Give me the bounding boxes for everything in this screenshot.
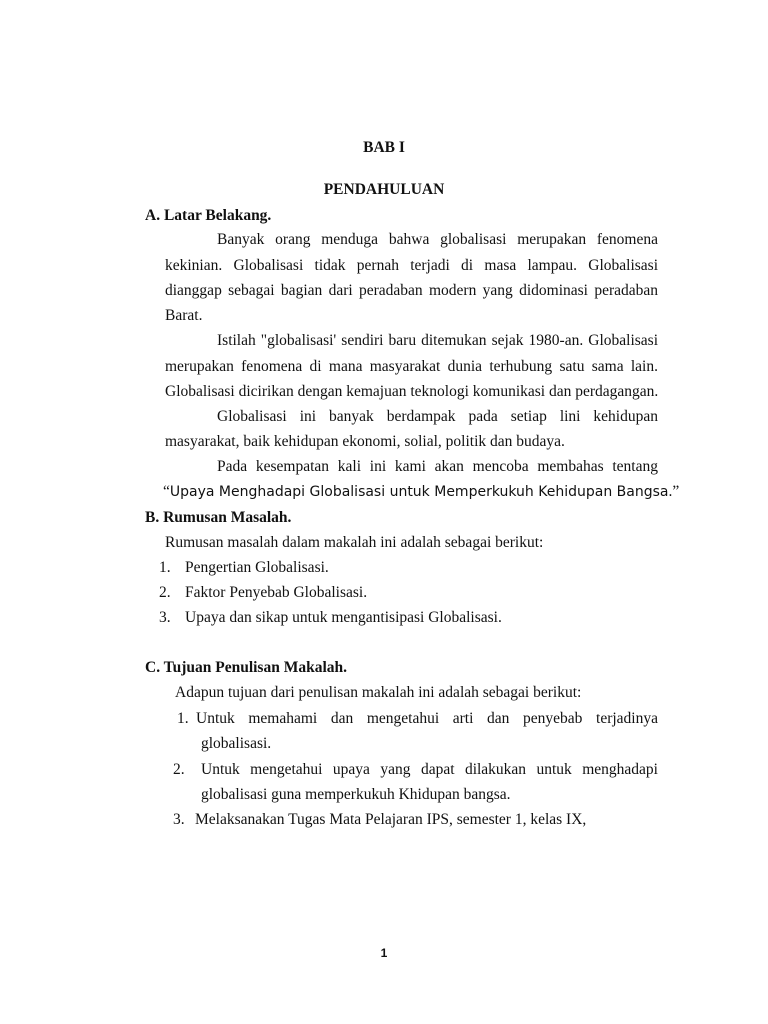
- section-c-intro: Adapun tujuan dari penulisan makalah ini adalah sebagai berikut:: [175, 684, 582, 701]
- list-item-continuation: globalisasi guna memperkukuh Khidupan bangsa.: [201, 786, 511, 803]
- page-number: 1: [380, 946, 388, 960]
- chapter-title: PENDAHULUAN: [323, 181, 445, 198]
- section-a-p1-line1: Banyak orang menduga bahwa globalisasi merupakan fenomena: [217, 231, 658, 248]
- list-item-number: 3.: [173, 811, 185, 828]
- list-item-number: 2.: [173, 761, 185, 778]
- section-a-p4-line2: [163, 482, 679, 502]
- list-item-text: Untuk mengetahui upaya yang dapat dilakukan untuk menghadapi: [201, 761, 658, 778]
- section-a-p2-line1: Istilah "globalisasi' sendiri baru ditemukan sejak 1980-an. Globalisasi: [217, 332, 658, 349]
- section-a-p1-line2: kekinian. Globalisasi tidak pernah terjadi di masa lampau. Globalisasi: [165, 257, 658, 274]
- section-c-heading: C. Tujuan Penulisan Makalah.: [145, 659, 348, 676]
- list-item-number: 2.: [159, 584, 171, 601]
- section-a-p2-line2: merupakan fenomena di mana masyarakat dunia terhubung satu sama lain.: [165, 358, 658, 375]
- list-item-text: Pengertian Globalisasi.: [185, 559, 329, 576]
- list-item-text: Untuk memahami dan mengetahui arti dan penyebab terjadinya: [196, 710, 658, 727]
- list-item-continuation: globalisasi.: [201, 735, 272, 752]
- section-b-heading: B. Rumusan Masalah.: [145, 509, 292, 526]
- list-item-text: Melaksanakan Tugas Mata Pelajaran IPS, semester 1, kelas IX,: [195, 811, 587, 828]
- list-item-text: Upaya dan sikap untuk mengantisipasi Globalisasi.: [185, 609, 502, 626]
- list-item-number: 1.: [159, 559, 171, 576]
- list-item-text: Faktor Penyebab Globalisasi.: [185, 584, 368, 601]
- chapter-label: BAB I: [363, 139, 405, 156]
- list-item-number: 1.: [177, 710, 189, 727]
- section-a-p1-line3: dianggap sebagai bagian dari peradaban modern yang didominasi peradaban: [165, 282, 658, 299]
- open-quote: “: [163, 483, 170, 500]
- section-a-heading: A. Latar Belakang.: [145, 207, 272, 224]
- section-a-p3-line1: Globalisasi ini banyak berdampak pada setiap lini kehidupan: [217, 408, 658, 425]
- section-a-p2-line3: Globalisasi dicirikan dengan kemajuan teknologi komunikasi dan perdagangan.: [165, 383, 659, 400]
- topic-title: Upaya Menghadapi Globalisasi untuk Memperkukuh Kehidupan Bangsa: [169, 484, 669, 500]
- section-a-p3-line2: masyarakat, baik kehidupan ekonomi, solial, politik dan budaya.: [165, 433, 565, 450]
- section-a-p4-line1: Pada kesempatan kali ini kami akan mencoba membahas tentang: [217, 458, 658, 475]
- list-item-number: 3.: [159, 609, 171, 626]
- close-quote: .”: [668, 483, 680, 500]
- section-a-p1-line4: Barat.: [165, 307, 203, 324]
- section-b-intro: Rumusan masalah dalam makalah ini adalah sebagai berikut:: [165, 534, 544, 551]
